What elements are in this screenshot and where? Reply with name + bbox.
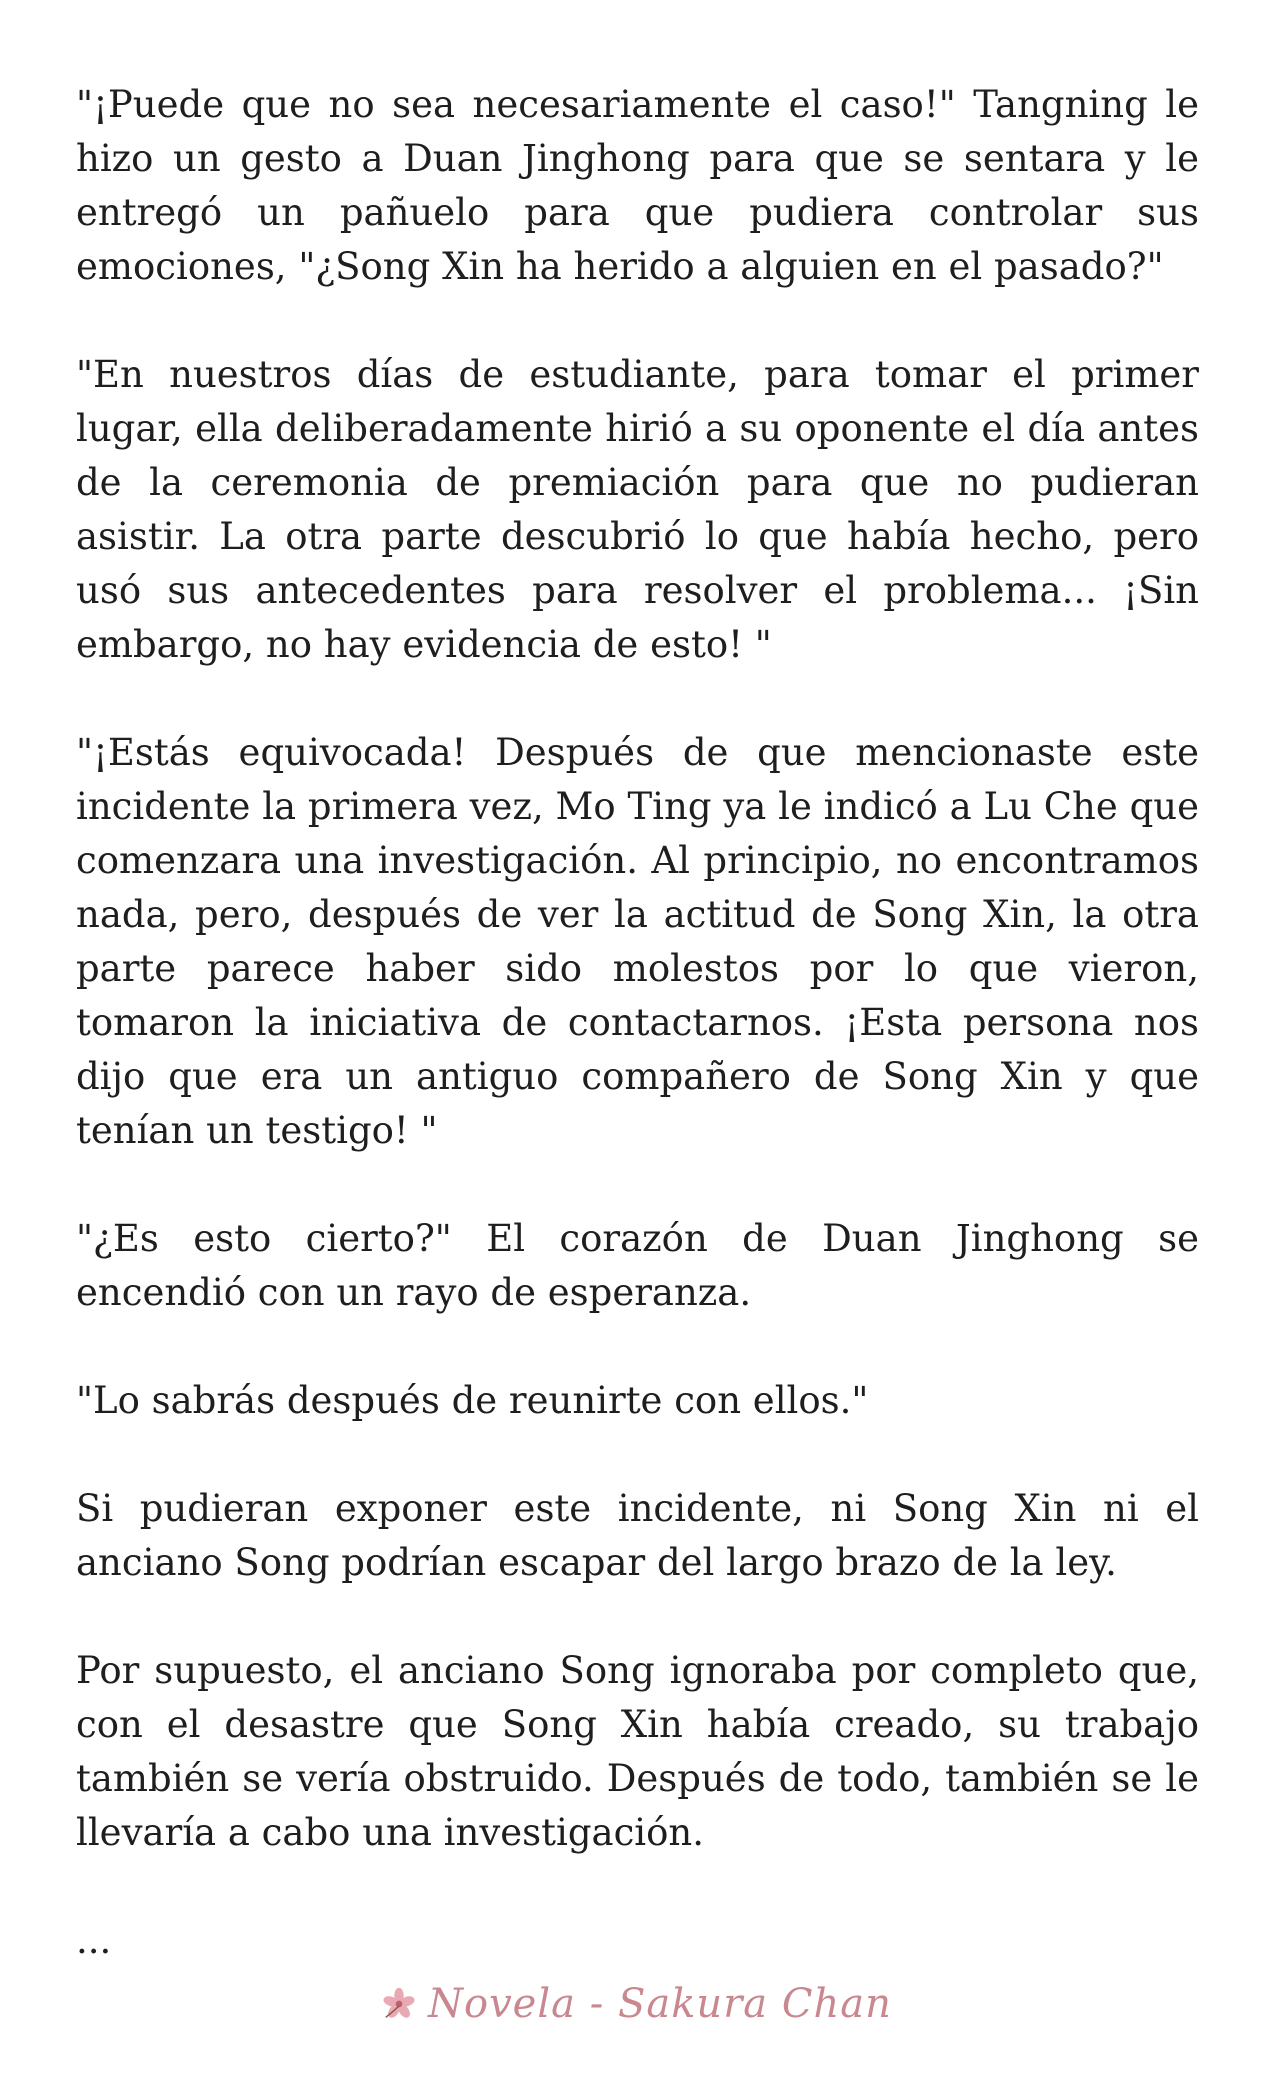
paragraph-6: Si pudieran exponer este incidente, ni Song Xin ni el anciano Song podrían escapar del largo brazo de la ley.: [76, 1487, 1199, 1584]
ellipsis: ...: [76, 1919, 112, 1962]
paragraph-5: "Lo sabrás después de reunirte con ellos.": [76, 1379, 869, 1422]
watermark: [380, 1976, 892, 2032]
paragraph-4: "¿Es esto cierto?" El corazón de Duan Jinghong se encendió con un rayo de esperanza.: [76, 1217, 1199, 1314]
paragraph-7: Por supuesto, el anciano Song ignoraba por completo que, con el desastre que Song Xin había creado, su trabajo también se vería obstruido. Después de todo, también se le llevaría a cabo una investigación.: [76, 1649, 1199, 1854]
paragraph-2: "En nuestros días de estudiante, para tomar el primer lugar, ella deliberadamente hirió a su oponente el día antes de la ceremonia de premiación para que no pudieran asistir. La otra parte descubrió lo que había hecho, pero usó sus antecedentes para resolver el problema... ¡Sin embargo, no hay evidencia de esto! ": [76, 353, 1199, 666]
paragraph-3: "¡Estás equivocada! Después de que mencionaste este incidente la primera vez, Mo Ting ya le indicó a Lu Che que comenzara una investigación. Al principio, no encontramos nada, pero, después de ver la actitud de Song Xin, la otra parte parece haber sido molestos por lo que vieron, tomaron la iniciativa de contactarnos. ¡Esta persona nos dijo que era un antiguo compañero de Song Xin y que tenían un testigo! ": [76, 731, 1199, 1152]
sakura-flower-icon: [380, 1985, 418, 2023]
paragraph-1: "¡Puede que no sea necesariamente el caso!" Tangning le hizo un gesto a Duan Jinghong para que se sentara y le entregó un pañuelo para que pudiera controlar sus emociones, "¿Song Xin ha herido a alguien en el pasado?": [76, 83, 1199, 288]
watermark-text: Novela - Sakura Chan: [428, 1981, 892, 2027]
chapter-text: [76, 78, 1199, 1968]
